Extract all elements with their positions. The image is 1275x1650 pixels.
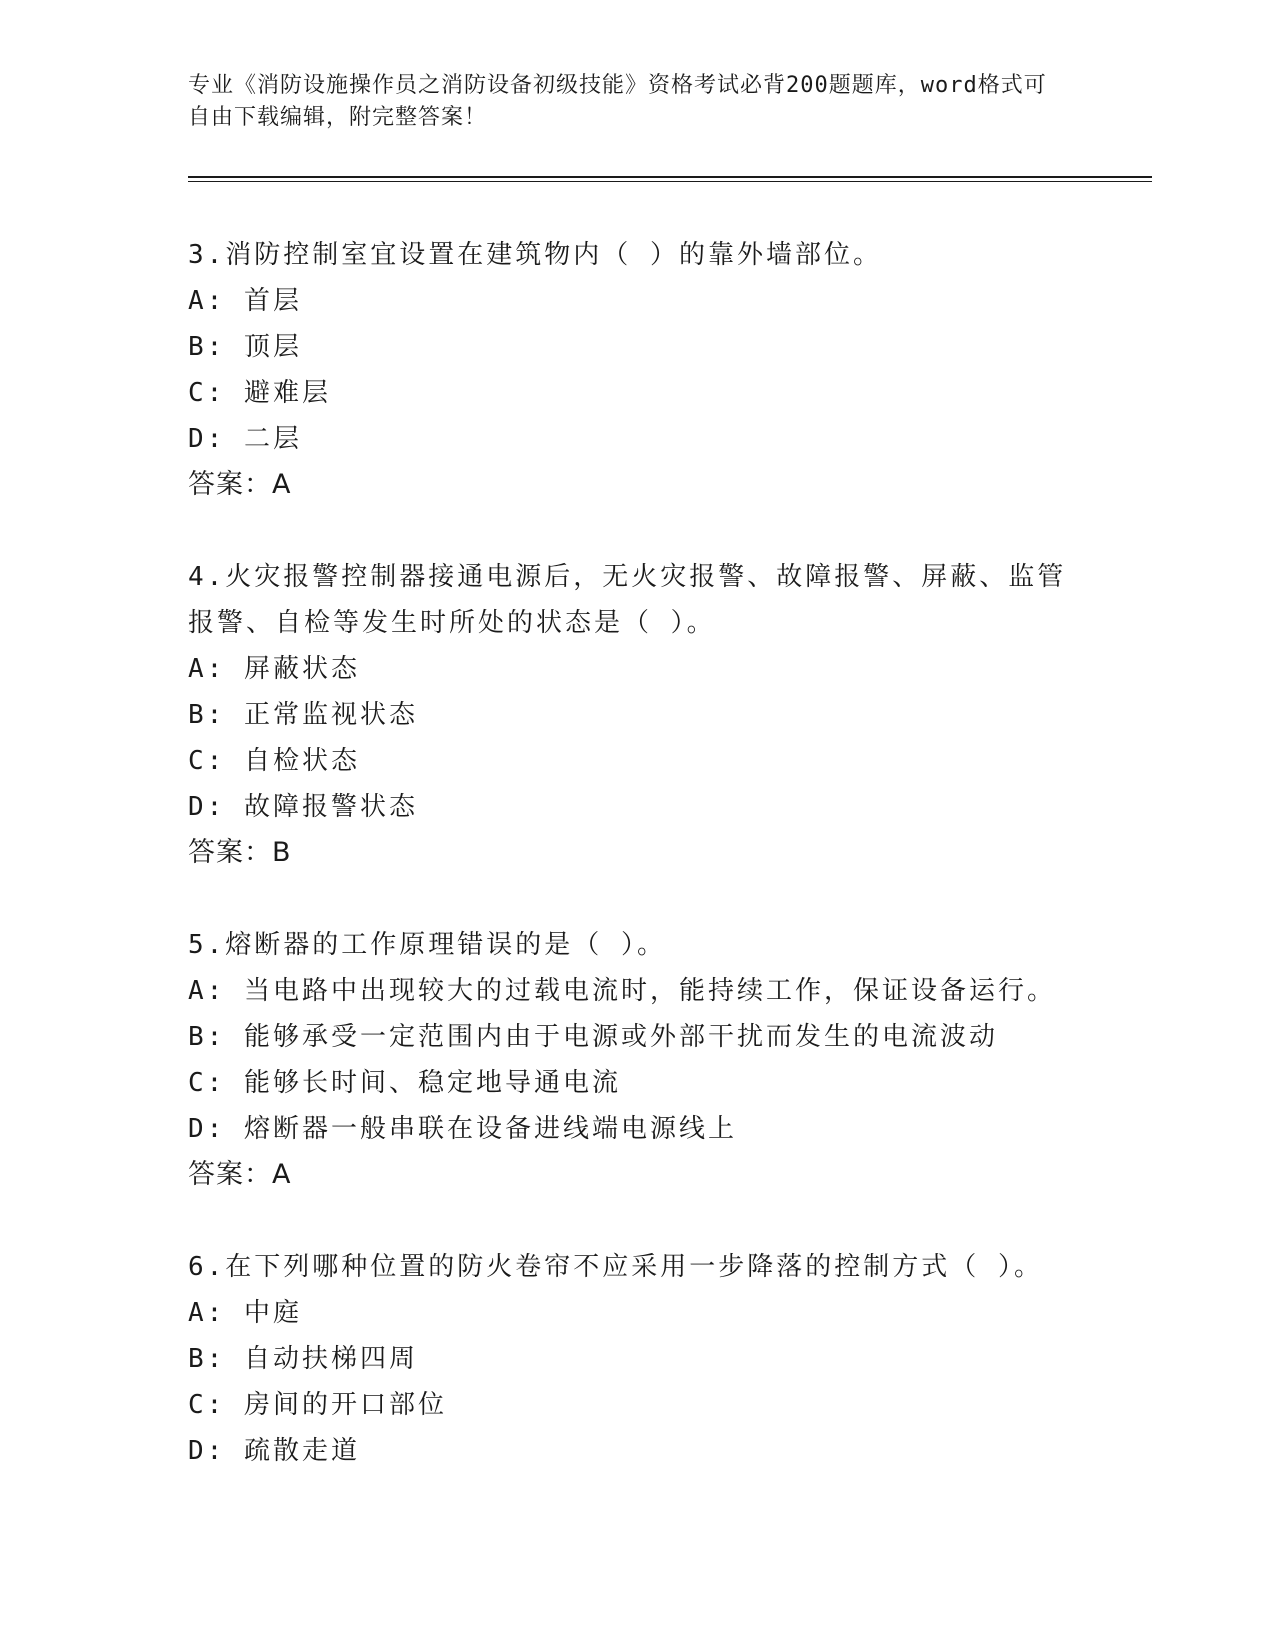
question-stem: 3.消防控制室宜设置在建筑物内（ ）的靠外墙部位。 [188, 240, 882, 270]
option-b: B: 自动扶梯四周 [188, 1344, 418, 1374]
answer-line: 答案：A [188, 469, 292, 500]
answer-line: 答案：A [188, 1159, 292, 1190]
option-a: A: 屏蔽状态 [188, 654, 360, 684]
question-stem: 5.熔断器的工作原理错误的是（ ）。 [188, 930, 666, 960]
option-a: A: 首层 [188, 286, 302, 316]
option-d: D: 疏散走道 [188, 1436, 360, 1466]
header-divider-thick [188, 176, 1152, 178]
document-header: 专业《消防设施操作员之消防设备初级技能》资格考试必背200题题库，word格式可自由下载编辑，附完整答案！ [188, 73, 1047, 130]
option-a: A: 当电路中出现较大的过载电流时，能持续工作，保证设备运行。 [188, 976, 1056, 1006]
option-c: C: 能够长时间、稳定地导通电流 [188, 1068, 621, 1098]
question-stem: 4.火灾报警控制器接通电源后，无火灾报警、故障报警、屏蔽、监管报警、自检等发生时所处的状态是（ ）。 [188, 562, 1067, 638]
answer-line: 答案：B [188, 837, 292, 868]
option-b: B: 顶层 [188, 332, 302, 362]
question-4 [188, 554, 1088, 876]
option-d: D: 二层 [188, 424, 302, 454]
header-divider-thin [188, 181, 1152, 182]
question-3 [188, 232, 1088, 508]
question-5 [188, 922, 1088, 1198]
option-c: C: 避难层 [188, 378, 331, 408]
option-a: A: 中庭 [188, 1298, 302, 1328]
option-c: C: 房间的开口部位 [188, 1390, 447, 1420]
question-stem: 6.在下列哪种位置的防火卷帘不应采用一步降落的控制方式（ ）。 [188, 1252, 1043, 1282]
option-d: D: 故障报警状态 [188, 792, 418, 822]
option-c: C: 自检状态 [188, 746, 360, 776]
option-b: B: 能够承受一定范围内由于电源或外部干扰而发生的电流波动 [188, 1022, 998, 1052]
question-6 [188, 1244, 1088, 1474]
option-d: D: 熔断器一般串联在设备进线端电源线上 [188, 1114, 737, 1144]
question-list [188, 232, 1088, 1520]
option-b: B: 正常监视状态 [188, 700, 418, 730]
